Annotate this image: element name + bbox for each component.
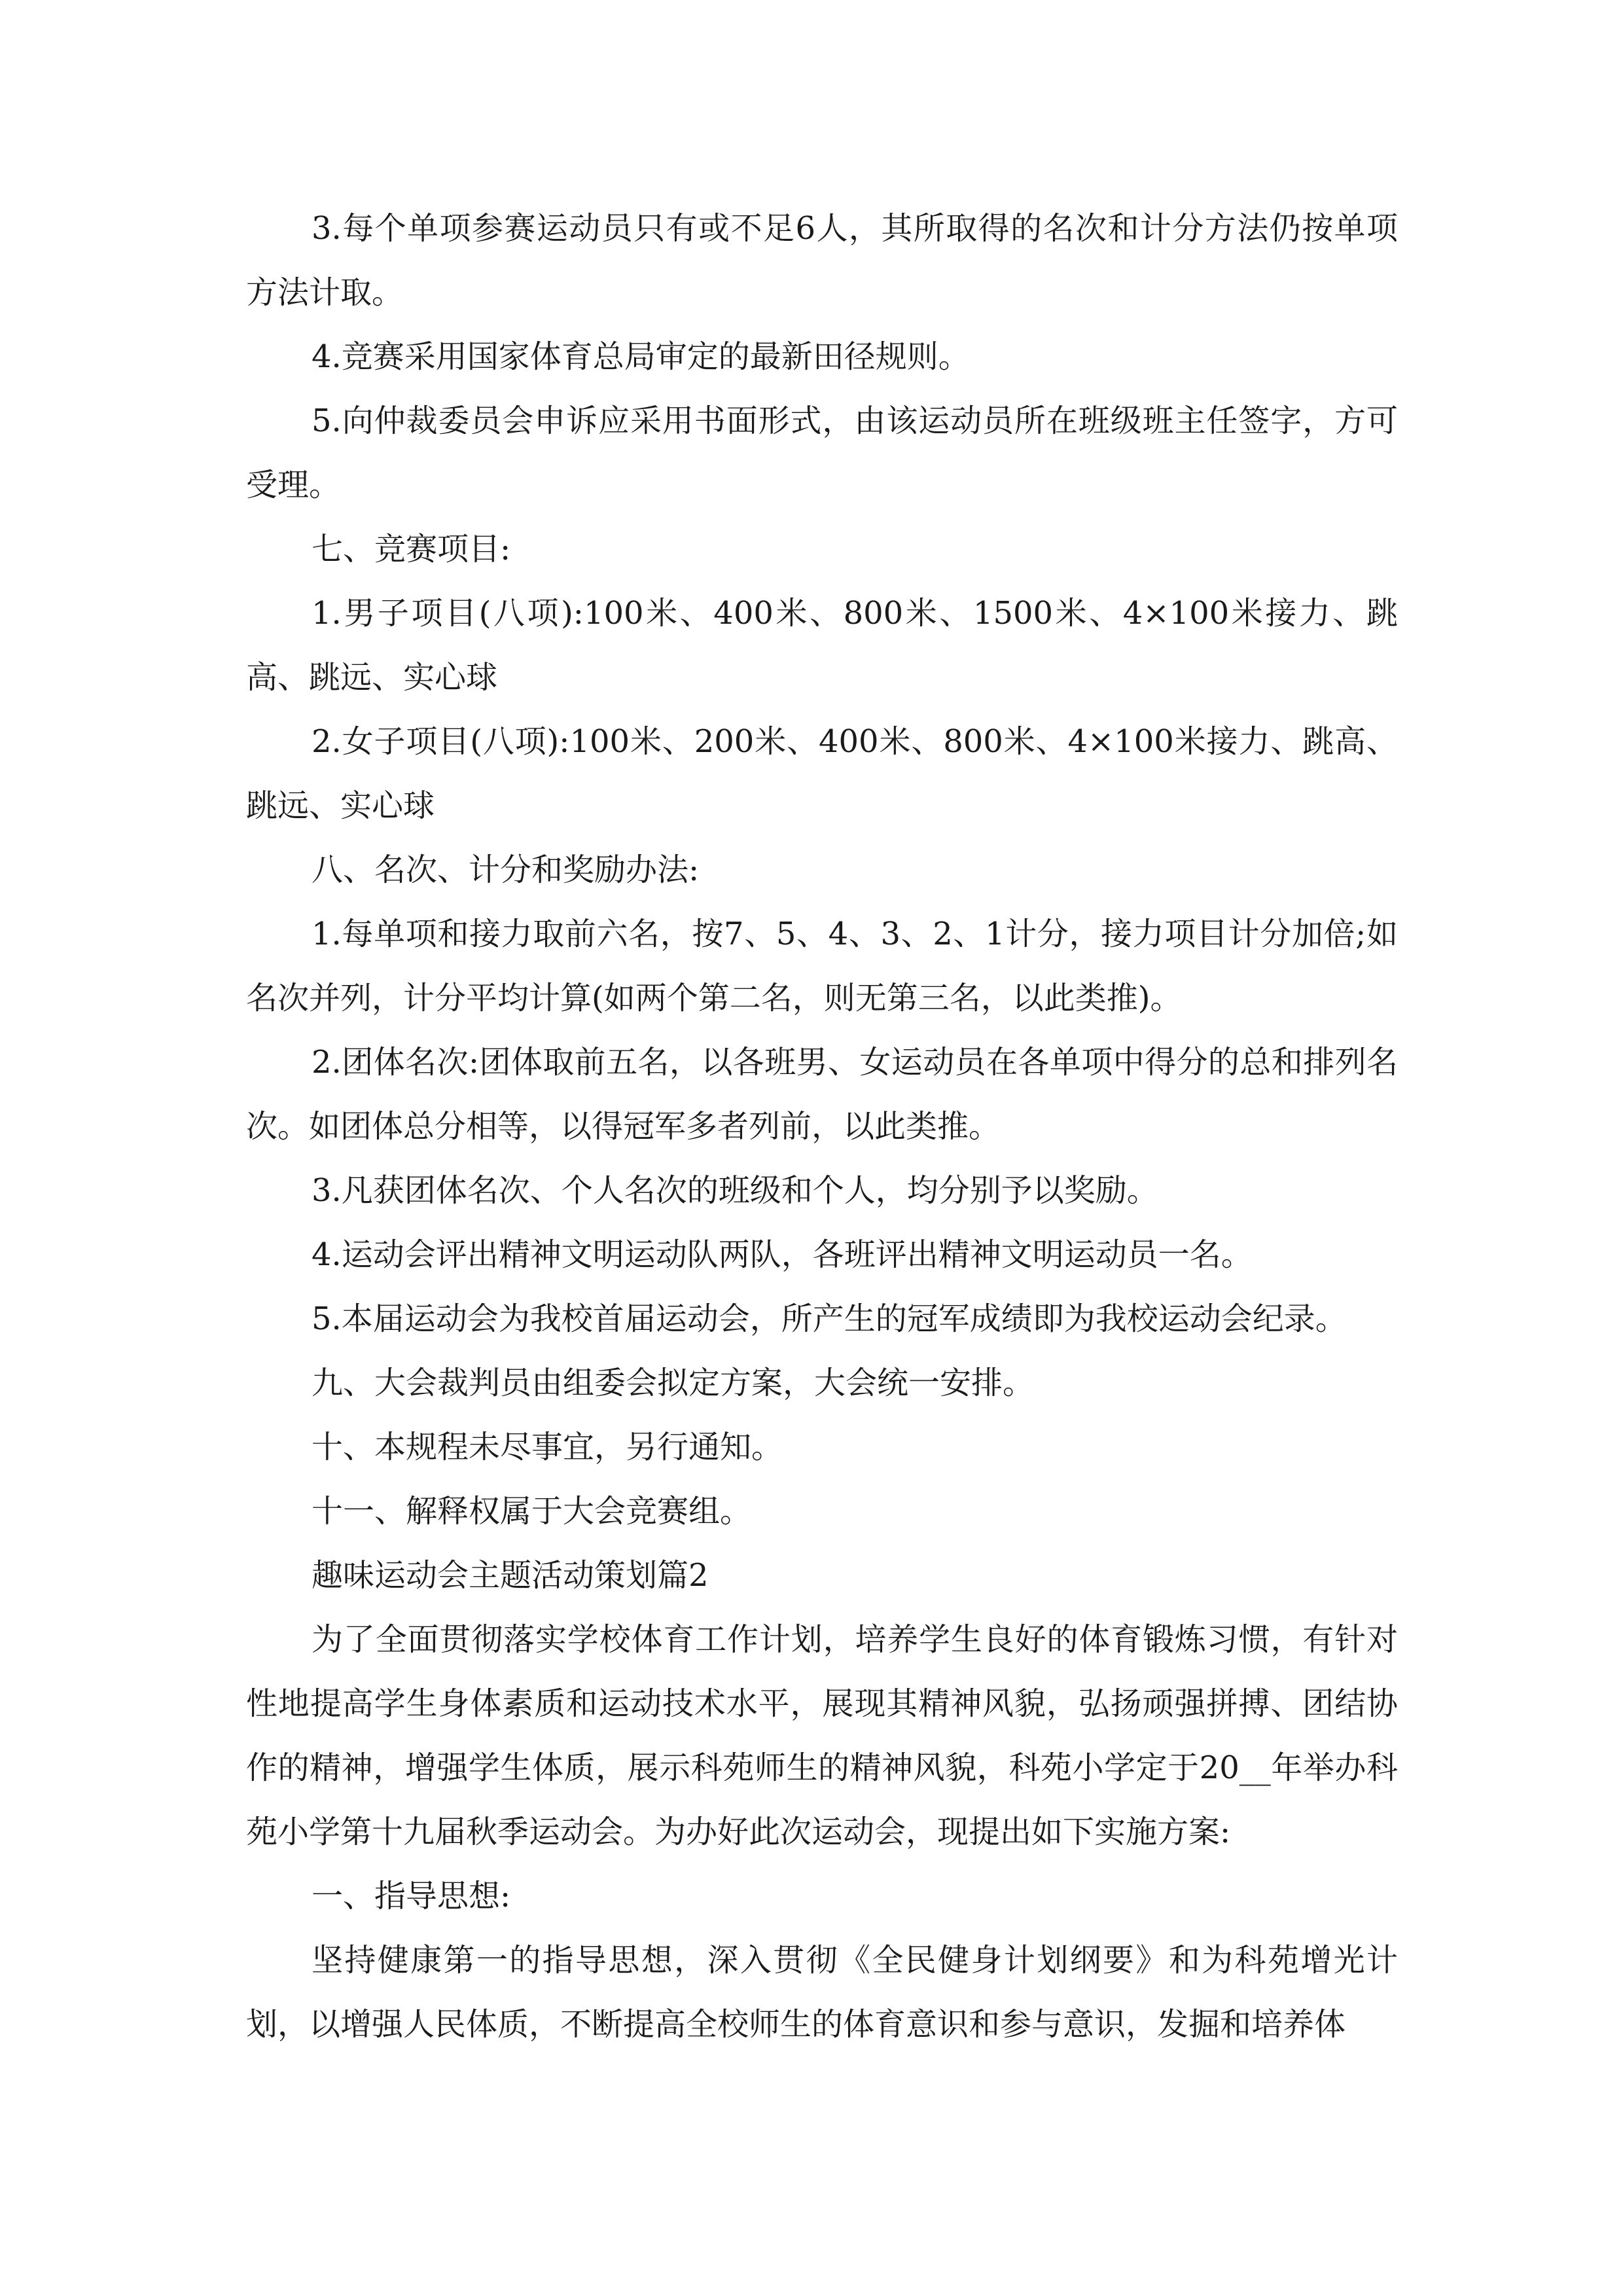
heading-section-9: 九、大会裁判员由组委会拟定方案，大会统一安排。: [312, 1365, 1035, 1401]
heading-guiding-ideology: 一、指导思想:: [312, 1878, 511, 1914]
paragraph-men-events: 1.男子项目(八项):100米、400米、800米、1500米、4×100米接力、跳高、跳远、实心球: [246, 595, 1398, 696]
paragraph-rule-5: 5.向仲裁委员会申诉应采用书面形式，由该运动员所在班级班主任签字，方可受理。: [246, 403, 1398, 503]
heading-section-11: 十一、解释权属于大会竞赛组。: [312, 1493, 752, 1530]
heading-section-7: 七、竞赛项目:: [312, 531, 511, 567]
document-body: [246, 196, 1398, 2056]
paragraph-records: 5.本届运动会为我校首届运动会，所产生的冠军成绩即为我校运动会纪录。: [312, 1300, 1347, 1337]
paragraph-rule-3: 3.每个单项参赛运动员只有或不足6人，其所取得的名次和计分方法仍按单项方法计取。: [246, 210, 1398, 311]
heading-section-8: 八、名次、计分和奖励办法:: [312, 852, 700, 888]
paragraph-rule-4: 4.竞赛采用国家体育总局审定的最新田径规则。: [312, 338, 970, 375]
paragraph-intro: 为了全面贯彻落实学校体育工作计划，培养学生良好的体育锻炼习惯，有针对性地提高学生身体素质和运动技术水平，展现其精神风貌，弘扬顽强拼搏、团结协作的精神，增强学生体质，展示科苑师生的精神风貌，科苑小学定于20__年举办科苑小学第十九届秋季运动会。为办好此次运动会，现提出如下实施方案:: [246, 1621, 1398, 1850]
paragraph-scoring: 1.每单项和接力取前六名，按7、5、4、3、2、1计分，接力项目计分加倍;如名次并列，计分平均计算(如两个第二名，则无第三名，以此类推)。: [246, 916, 1398, 1016]
paragraph-awards: 3.凡获团体名次、个人名次的班级和个人，均分别予以奖励。: [312, 1172, 1158, 1209]
article-title-part-2: 趣味运动会主题活动策划篇2: [312, 1557, 709, 1594]
heading-section-10: 十、本规程未尽事宜，另行通知。: [312, 1429, 783, 1465]
paragraph-team-ranking: 2.团体名次:团体取前五名，以各班男、女运动员在各单项中得分的总和排列名次。如团体总分相等，以得冠军多者列前，以此类推。: [246, 1044, 1398, 1145]
paragraph-spirit-awards: 4.运动会评出精神文明运动队两队，各班评出精神文明运动员一名。: [312, 1236, 1253, 1273]
paragraph-guiding-ideology: 坚持健康第一的指导思想，深入贯彻《全民健身计划纲要》和为科苑增光计划，以增强人民体质，不断提高全校师生的体育意识和参与意识，发掘和培养体: [246, 1942, 1398, 2043]
paragraph-women-events: 2.女子项目(八项):100米、200米、400米、800米、4×100米接力、跳高、跳远、实心球: [246, 723, 1398, 824]
